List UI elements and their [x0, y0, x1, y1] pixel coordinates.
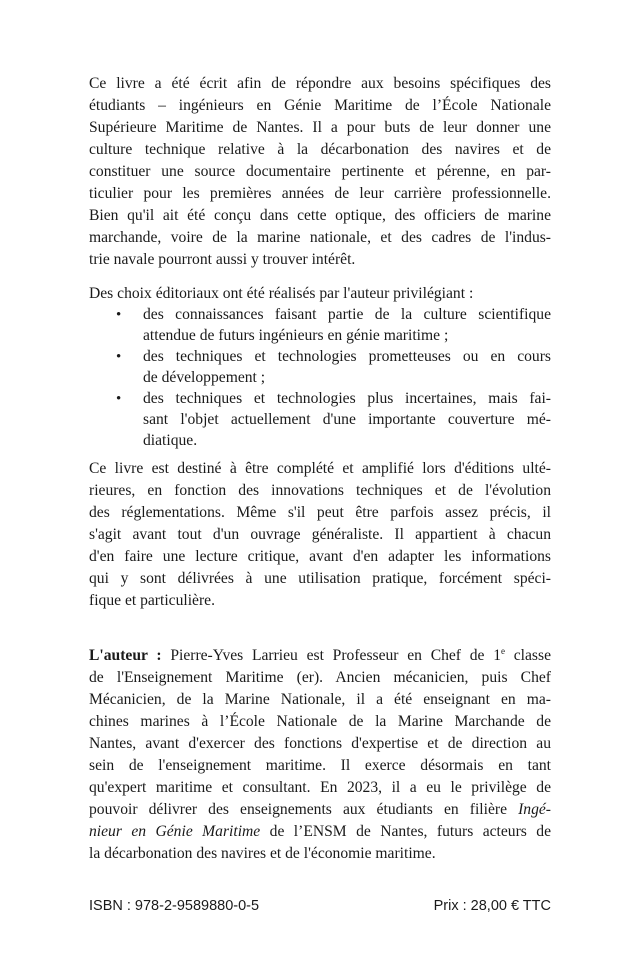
text-line: diatique. [143, 432, 198, 449]
price: Prix : 28,00 € TTC [433, 898, 551, 914]
text-line: culture technique relative à la décarbonation des navires et de [89, 141, 551, 158]
text-line: sein de l'enseignement maritime. Il exerce désormais en tant [89, 757, 551, 774]
text-line: trie navale pourront aussi y trouver intérêt. [89, 251, 356, 268]
bullet-icon: • [116, 349, 122, 365]
text-line: d'en faire une lecture critique, avant d'en adapter les informations [89, 548, 551, 565]
ordinal-superscript: e [501, 646, 506, 656]
program-name-italic: nieur en Génie Maritime [89, 823, 261, 840]
text-line: marchande, voire de la marine nationale, et des cadres de l'indus- [89, 229, 551, 246]
text-line: la décarbonation des navires et de l'économie maritime. [89, 845, 436, 862]
editorial-intro: Des choix éditoriaux ont été réalisés par l'auteur privilégiant : [89, 285, 474, 302]
text-segment: pouvoir délivrer des enseignements aux étudiants en filière [89, 801, 519, 818]
text-line: de l'Enseignement Maritime (er). Ancien mécanicien, puis Chef [89, 669, 551, 686]
isbn: ISBN : 978-2-9589880-0-5 [89, 898, 260, 914]
text-line: Supérieure Maritime de Nantes. Il a pour buts de leur donner une [89, 119, 551, 136]
text-line: sant l'objet actuellement d'une importante couverture mé- [143, 411, 551, 428]
text-line: Ce livre a été écrit afin de répondre aux besoins spécifiques des [89, 75, 551, 92]
text-line: Ce livre est destiné à être complété et amplifié lors d'éditions ulté- [89, 460, 551, 477]
bullet-icon: • [116, 391, 122, 407]
bullet-icon: • [116, 307, 122, 323]
author-label: L'auteur : [89, 647, 162, 664]
text-line: attendue de futurs ingénieurs en génie maritime ; [143, 327, 449, 344]
text-line [89, 799, 551, 821]
text-line: constituer une source documentaire pertinente et pérenne, en par- [89, 163, 551, 180]
text-line [89, 645, 551, 667]
text-line: qu'expert maritime et consultant. En 2023, il a eu le privilège de [89, 779, 551, 796]
text-segment: de l’ENSM de Nantes, futurs acteurs de [260, 823, 551, 840]
text-line: s'agit avant tout d'un ouvrage généraliste. Il appartient à chacun [89, 526, 551, 543]
author-intro-text: Pierre-Yves Larrieu est Professeur en Chef de 1 [161, 647, 502, 664]
text-line: Nantes, avant d'exercer des fonctions d'expertise et de direction au [89, 735, 551, 752]
text-line: de développement ; [143, 369, 266, 386]
text-line: rieures, en fonction des innovations techniques et de l'évolution [89, 482, 551, 499]
text-line: Mécanicien, de la Marine Nationale, il a été enseignant en ma- [89, 691, 551, 708]
text-line: des techniques et technologies prometteuses ou en cours [143, 348, 551, 365]
text-line: des réglementations. Même s'il peut être parfois assez précis, il [89, 504, 551, 521]
text-line: qui y sont délivrées à une utilisation pratique, forcément spéci- [89, 570, 551, 587]
text-line: étudiants – ingénieurs en Génie Maritime de l’École Nationale [89, 97, 551, 114]
text-line: chines marines à l’École Nationale de la Marine Marchande de [89, 713, 551, 730]
text-line: des techniques et technologies plus incertaines, mais fai- [143, 390, 551, 407]
text-line [89, 821, 551, 843]
program-name-italic: Ingé- [518, 801, 551, 818]
text-line: fique et particulière. [89, 592, 215, 609]
text-line: des connaissances faisant partie de la culture scientifique [143, 306, 551, 323]
text-line: Bien qu'il ait été conçu dans cette optique, des officiers de marine [89, 207, 551, 224]
author-intro-end: classe [505, 647, 551, 664]
text-line: ticulier pour les premières années de leur carrière professionnelle. [89, 185, 551, 202]
